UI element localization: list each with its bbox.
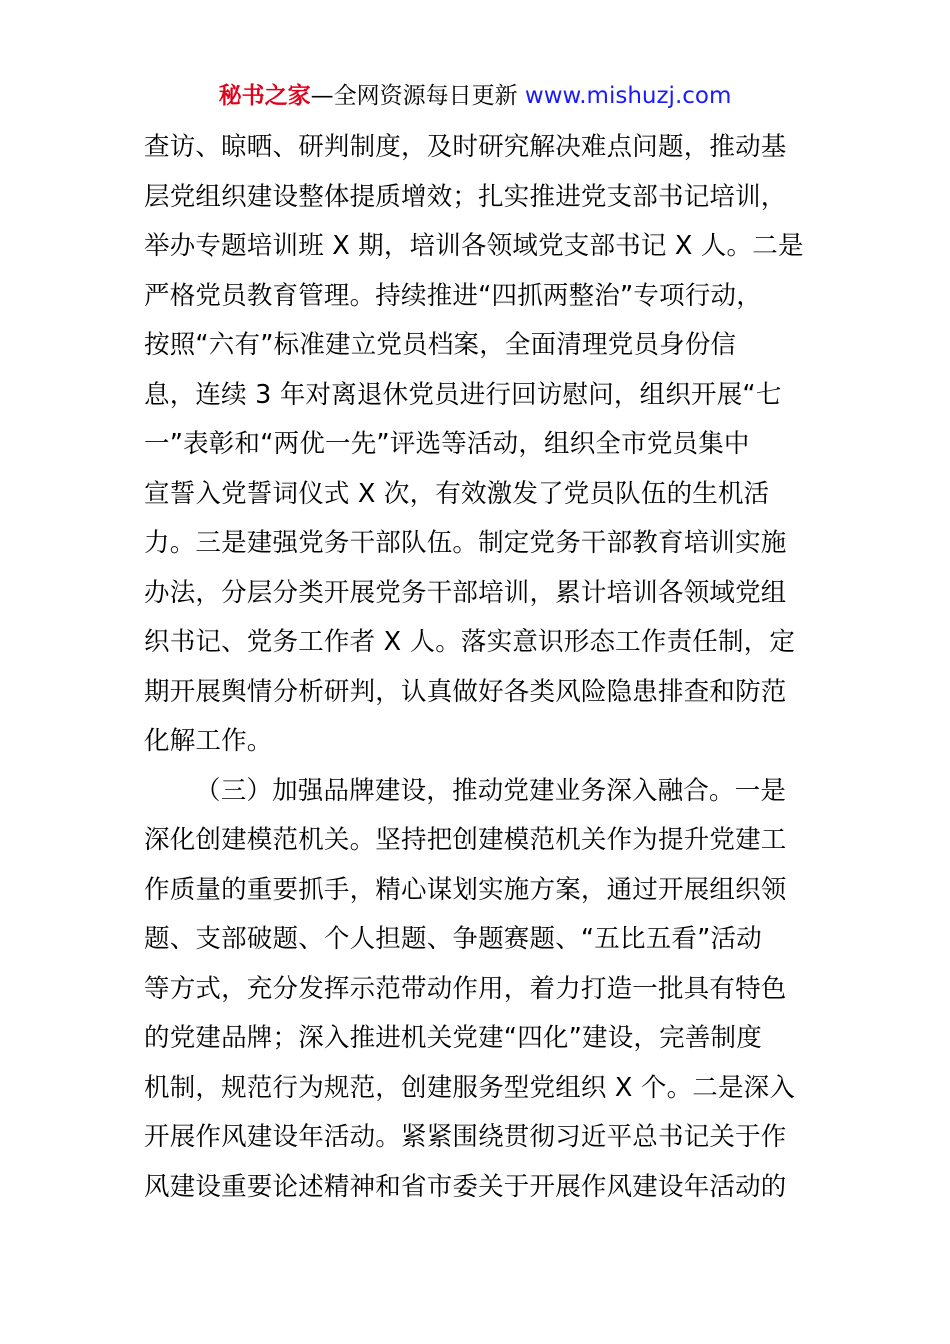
text-line: 作质量的重要抓手，精心谋划实施方案，通过开展组织领	[144, 874, 787, 905]
website-link[interactable]: www.mishuzj.com	[524, 83, 732, 109]
page-header	[0, 78, 950, 114]
text-line: 化解工作。	[144, 726, 273, 756]
text-line: 织书记、党务工作者 X 人。落实意识形态工作责任制，定	[144, 627, 796, 657]
text-line: 期开展舆情分析研判，认真做好各类风险隐患排查和防范	[144, 676, 787, 707]
text-line: 办法，分层分类开展党务干部培训，累计培训各领域党组	[144, 577, 787, 608]
text-line: 的党建品牌；深入推进机关党建“四化”建设，完善制度	[144, 1023, 762, 1053]
text-line: 举办专题培训班 X 期，培训各领域党支部书记 X 人。二是	[144, 231, 804, 261]
text-line: 力。三是建强党务干部队伍。制定党务干部教育培训实施	[144, 528, 787, 558]
text-line: 开展作风建设年活动。紧紧围绕贯彻习近平总书记关于作	[144, 1122, 787, 1152]
text-line: 宣誓入党誓词仪式 X 次，有效激发了党员队伍的生机活	[144, 478, 770, 509]
text-line: 查访、晾晒、研判制度，及时研究解决难点问题，推动基	[144, 132, 787, 162]
text-line: 风建设重要论述精神和省市委关于开展作风建设年活动的	[144, 1171, 787, 1202]
text-line: 题、支部破题、个人担题、争题赛题、“五比五看”活动	[144, 924, 762, 954]
text-line: 严格党员教育管理。持续推进“四抓两整治”专项行动，	[144, 280, 762, 311]
document-body	[144, 123, 808, 1212]
header-tagline: —全网资源每日更新	[310, 83, 525, 109]
text-line: 等方式，充分发挥示范带动作用，着力打造一批具有特色	[144, 973, 787, 1004]
text-line: 层党组织建设整体提质增效；扎实推进党支部书记培训，	[144, 181, 787, 212]
text-line: 一”表彰和“两优一先”评选等活动，组织全市党员集中	[144, 429, 750, 459]
text-line: 息，连续 3 年对离退休党员进行回访慰问，组织开展“七	[144, 379, 782, 410]
text-line: 深化创建模范机关。坚持把创建模范机关作为提升党建工	[144, 825, 787, 855]
section-heading-line: （三）加强品牌建设，推动党建业务深入融合。一是	[195, 775, 787, 806]
brand-name: 秘书之家	[218, 83, 311, 109]
text-line: 机制，规范行为规范，创建服务型党组织 X 个。二是深入	[144, 1072, 796, 1103]
text-line: 按照“六有”标准建立党员档案，全面清理党员身份信	[144, 330, 737, 360]
